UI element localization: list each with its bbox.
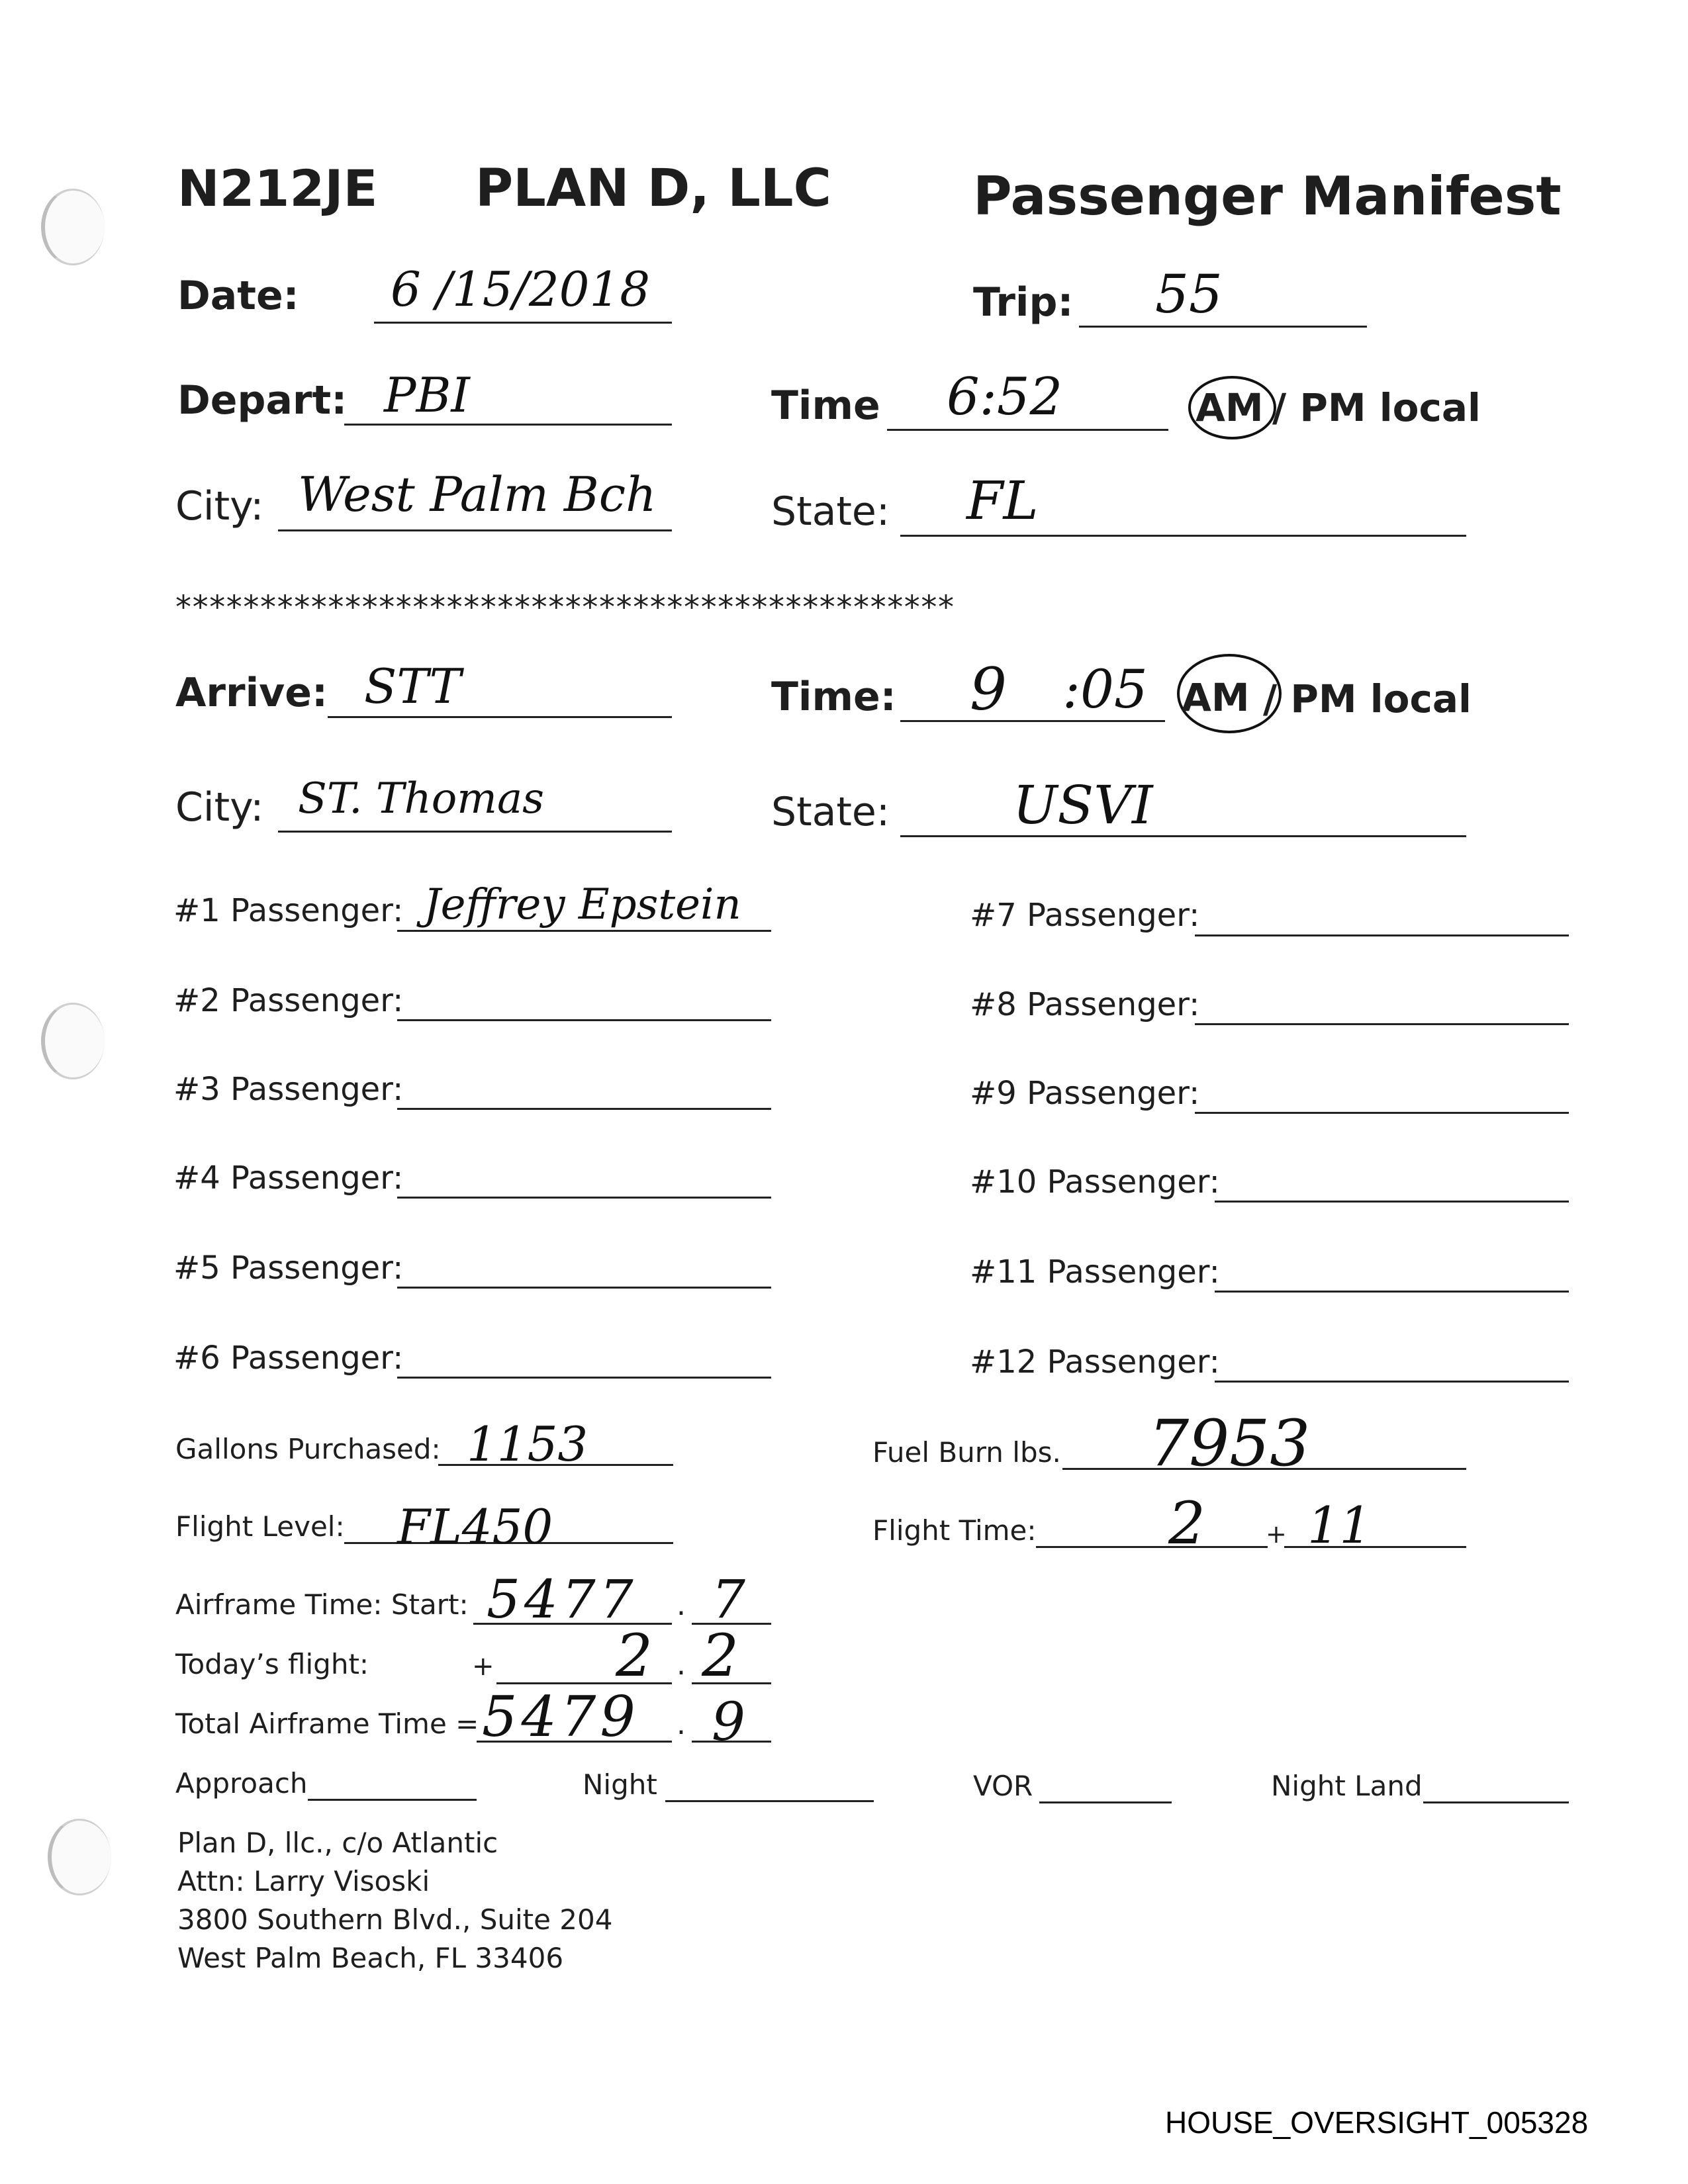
flight-time-plus: + (1266, 1520, 1287, 1549)
arrive-state-label: State: (771, 789, 890, 835)
passenger-10-label: #10 Passenger: (970, 1163, 1220, 1201)
night-line (665, 1800, 874, 1802)
depart-line (344, 424, 672, 426)
flight-time-hours-line (1036, 1546, 1268, 1548)
depart-city-value: West Palm Bch (298, 467, 657, 522)
passenger-4-line (397, 1197, 771, 1199)
night-label: Night (583, 1768, 657, 1801)
night-land-label: Night Land (1271, 1770, 1423, 1802)
approach-line (308, 1799, 477, 1801)
trip-line (1079, 326, 1367, 328)
arrive-state-line (900, 835, 1466, 837)
passenger-7-line (1195, 934, 1569, 936)
arrive-time-minute: :05 (1062, 659, 1148, 720)
address-line-4: West Palm Beach, FL 33406 (177, 1942, 564, 1974)
passenger-8-label: #8 Passenger: (970, 986, 1200, 1023)
address-line-1: Plan D, llc., c/o Atlantic (177, 1827, 498, 1859)
passenger-11-line (1215, 1291, 1569, 1293)
todays-flight-whole: 2 (616, 1621, 653, 1690)
separator-asterisks: ********************************************** (175, 589, 955, 626)
depart-state-line (900, 535, 1466, 537)
address-line-2: Attn: Larry Visoski (177, 1865, 430, 1897)
flight-time-minutes: 11 (1307, 1496, 1372, 1555)
total-airframe-dot: . (677, 1707, 686, 1741)
arrive-value: STT (364, 659, 461, 714)
passenger-5-line (397, 1287, 771, 1289)
form-title: Passenger Manifest (973, 165, 1562, 227)
arrive-pm-local: / PM local (1263, 676, 1472, 721)
passenger-6-label: #6 Passenger: (173, 1340, 404, 1377)
depart-time-value: 6:52 (947, 367, 1063, 427)
flight-level-value: FL450 (397, 1499, 553, 1555)
arrive-state-value: USVI (1013, 774, 1153, 836)
trip-label: Trip: (973, 279, 1074, 326)
passenger-1-label: #1 Passenger: (173, 892, 404, 929)
passenger-3-line (397, 1108, 771, 1110)
passenger-10-line (1215, 1201, 1569, 1203)
depart-state-value: FL (966, 470, 1039, 531)
passenger-9-label: #9 Passenger: (970, 1075, 1200, 1112)
company-name: PLAN D, LLC (475, 159, 831, 218)
flight-level-label: Flight Level: (175, 1510, 345, 1543)
airframe-start-tenth: 7 (712, 1569, 745, 1630)
passenger-8-line (1195, 1023, 1569, 1025)
passenger-7-label: #7 Passenger: (970, 897, 1200, 934)
passenger-3-label: #3 Passenger: (173, 1071, 404, 1108)
todays-flight-plus: + (472, 1651, 494, 1682)
depart-value: PBI (384, 367, 470, 423)
depart-am: AM (1196, 385, 1264, 430)
binder-hole-middle (41, 1003, 105, 1079)
flight-time-hours: 2 (1168, 1489, 1205, 1557)
fuel-burn-value: 7953 (1149, 1406, 1311, 1480)
arrive-time-line (900, 720, 1165, 722)
depart-time-label: Time (771, 383, 880, 429)
passenger-1-value: Jeffrey Epstein (424, 880, 741, 929)
arrive-am: AM (1182, 675, 1250, 720)
depart-label: Depart: (177, 377, 348, 424)
vor-line (1039, 1801, 1172, 1803)
approach-label: Approach (175, 1767, 308, 1799)
airframe-start-label: Airframe Time: Start: (175, 1588, 469, 1621)
arrive-line (328, 716, 672, 718)
passenger-1-line (397, 930, 771, 932)
passenger-4-label: #4 Passenger: (173, 1160, 404, 1197)
total-airframe-label: Total Airframe Time = (175, 1707, 479, 1740)
gallons-purchased-value: 1153 (467, 1416, 588, 1472)
depart-pm-local: / PM local (1272, 385, 1481, 430)
arrive-city-line (278, 831, 672, 833)
todays-flight-label: Today’s flight: (175, 1648, 369, 1680)
airframe-start-dot: . (677, 1588, 686, 1622)
gallons-purchased-label: Gallons Purchased: (175, 1433, 441, 1465)
address-line-3: 3800 Southern Blvd., Suite 204 (177, 1903, 613, 1936)
passenger-2-label: #2 Passenger: (173, 982, 404, 1019)
night-land-line (1423, 1801, 1569, 1803)
binder-hole-top (41, 189, 105, 265)
total-airframe-tenth: 9 (712, 1691, 745, 1752)
flight-time-label: Flight Time: (872, 1514, 1037, 1547)
binder-hole-bottom (48, 1819, 111, 1895)
date-value: 6 /15/2018 (391, 261, 651, 317)
depart-city-label: City: (175, 483, 264, 529)
tail-number: N212JE (177, 159, 378, 218)
arrive-time-label: Time: (771, 674, 896, 720)
total-airframe-whole: 5479 (482, 1684, 639, 1749)
fuel-burn-label: Fuel Burn lbs. (872, 1436, 1061, 1469)
bates-number: HOUSE_OVERSIGHT_005328 (1165, 2105, 1589, 2140)
passenger-12-label: #12 Passenger: (970, 1343, 1220, 1381)
depart-city-line (278, 529, 672, 531)
passenger-6-line (397, 1377, 771, 1379)
passenger-9-line (1195, 1112, 1569, 1114)
passenger-11-label: #11 Passenger: (970, 1253, 1220, 1291)
todays-flight-dot: . (677, 1648, 686, 1682)
arrive-city-label: City: (175, 784, 264, 831)
trip-value: 55 (1155, 263, 1223, 325)
date-line (374, 322, 672, 324)
passenger-5-label: #5 Passenger: (173, 1250, 404, 1287)
vor-label: VOR (973, 1770, 1033, 1802)
depart-time-line (887, 429, 1168, 431)
passenger-2-line (397, 1019, 771, 1021)
date-label: Date: (177, 273, 299, 319)
arrive-city-value: ST. Thomas (298, 774, 544, 823)
arrive-time-hour: 9 (970, 655, 1007, 723)
passenger-12-line (1215, 1381, 1569, 1383)
arrive-label: Arrive: (175, 670, 328, 716)
depart-state-label: State: (771, 488, 890, 535)
todays-flight-tenth: 2 (702, 1621, 739, 1690)
airframe-start-whole: 5477 (487, 1569, 637, 1630)
